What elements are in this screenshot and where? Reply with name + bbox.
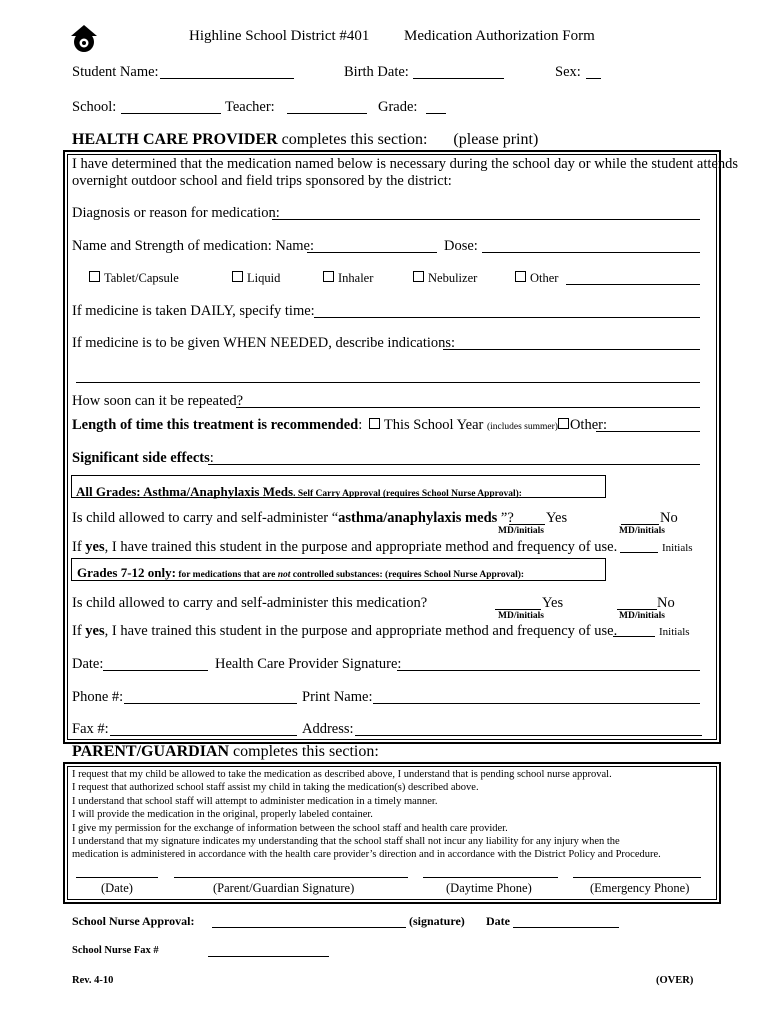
nurse-date-label: Date <box>486 914 510 928</box>
school-label: School: <box>72 99 117 115</box>
indications-field-2[interactable] <box>76 382 700 383</box>
parent-emergency-phone-field[interactable] <box>573 877 701 878</box>
parent-day-phone-field[interactable] <box>423 877 558 878</box>
nurse-date-field[interactable] <box>513 927 619 928</box>
revision-label: Rev. 4-10 <box>72 975 114 986</box>
if-yes-row-2: If yes, I have trained this student in the purpose and appropriate method and frequency of use. <box>72 623 618 639</box>
parent-date-field[interactable] <box>76 877 158 878</box>
hcp-date-field[interactable] <box>103 670 208 671</box>
hcp-heading: HEALTH CARE PROVIDER completes this section: (please print) <box>72 131 539 148</box>
district-logo <box>71 25 97 53</box>
when-needed-label: If medicine is to be given WHEN NEEDED, describe indications: <box>72 335 456 351</box>
no-label-2: No <box>657 595 675 611</box>
hcp-address-label: Address: <box>302 721 354 737</box>
parent-heading: PARENT/GUARDIAN completes this section: <box>72 743 379 760</box>
hcp-print-name-field[interactable] <box>373 703 700 704</box>
parent-statement: medication is administered in accordance with the health care provider’s direction and in accordance with the District Policy and Procedure. <box>72 849 661 861</box>
parent-day-phone-caption: (Daytime Phone) <box>446 881 532 895</box>
parent-signature-caption: (Parent/Guardian Signature) <box>213 881 355 895</box>
checkbox-icon <box>515 271 526 282</box>
checkbox-icon <box>413 271 424 282</box>
no-field-1[interactable] <box>621 524 659 525</box>
nurse-fax-label: School Nurse Fax # <box>72 945 159 956</box>
if-yes-row-1: If yes, I have trained this student in the purpose and appropriate method and frequency of use. <box>72 539 618 555</box>
hcp-fax-label: Fax #: <box>72 721 109 737</box>
liquid-checkbox[interactable]: Liquid <box>232 271 280 286</box>
hcp-phone-field[interactable] <box>124 703 297 704</box>
grades712-title: Grades 7-12 only: for medications that are not controlled substances: (requires School Nurse Approval): <box>77 565 525 580</box>
nurse-fax-field[interactable] <box>208 956 329 957</box>
checkbox-icon <box>89 271 100 282</box>
md-initials-yes-1: MD/initials <box>498 526 544 536</box>
parent-emergency-phone-caption: (Emergency Phone) <box>590 881 690 895</box>
grade-label: Grade: <box>378 99 418 115</box>
this-year-checkbox[interactable] <box>369 418 380 429</box>
hcp-signature-label: Health Care Provider Signature: <box>215 656 402 672</box>
daily-time-field[interactable] <box>314 317 700 318</box>
district-name: Highline School District #401 <box>189 28 370 44</box>
nurse-approval-label: School Nurse Approval: <box>72 914 195 928</box>
parent-date-caption: (Date) <box>101 881 133 895</box>
yes-label-2: Yes <box>542 595 564 611</box>
dose-label: Dose: <box>444 238 478 254</box>
parent-statement: I understand that my signature indicates my understanding that the school staff shall not incur any liability for any injury when the <box>72 836 620 848</box>
school-field[interactable] <box>121 113 221 114</box>
name-strength-label: Name and Strength of medication: Name: <box>72 238 314 254</box>
length-row: Length of time this treatment is recommended: This School Year (includes summer) Other: <box>72 417 607 433</box>
teacher-field[interactable] <box>287 113 367 114</box>
diagnosis-field[interactable] <box>272 219 700 220</box>
tablet-checkbox[interactable]: Tablet/Capsule <box>89 271 179 286</box>
hcp-date-label: Date: <box>72 656 104 672</box>
hcp-print-name-label: Print Name: <box>302 689 373 705</box>
parent-statement: I understand that school staff will attempt to administer medication in a timely manner. <box>72 795 438 807</box>
nurse-approval-field[interactable] <box>212 927 406 928</box>
sex-label: Sex: <box>555 64 581 80</box>
indications-field[interactable] <box>443 349 700 350</box>
repeat-label: How soon can it be repeated? <box>72 393 244 409</box>
side-effects-label: Significant side effects: <box>72 450 214 466</box>
hcp-address-field[interactable] <box>355 735 702 736</box>
nebulizer-checkbox[interactable]: Nebulizer <box>413 271 477 286</box>
teacher-label: Teacher: <box>225 99 275 115</box>
nurse-signature-caption: (signature) <box>409 914 465 928</box>
parent-signature-field[interactable] <box>174 877 408 878</box>
md-initials-no-2: MD/initials <box>619 611 665 621</box>
no-field-2[interactable] <box>617 609 657 610</box>
all-grades-title: All Grades: Asthma/Anaphylaxis Meds. Self Carry Approval (requires School Nurse Approval): <box>76 484 522 499</box>
other-form-checkbox[interactable]: Other <box>515 271 558 286</box>
dose-field[interactable] <box>482 252 700 253</box>
initials-field-2[interactable] <box>613 636 655 637</box>
birth-date-field[interactable] <box>413 78 504 79</box>
initials-label-2: Initials <box>659 626 690 638</box>
parent-statements <box>72 768 661 862</box>
yes-field-2[interactable] <box>495 609 541 610</box>
over-label: (OVER) <box>656 975 694 986</box>
other-length-checkbox[interactable] <box>558 418 569 429</box>
parent-statement: I request that authorized school staff assist my child in taking the medication(s) described above. <box>72 782 479 794</box>
carry-question-1: Is child allowed to carry and self-administer “asthma/anaphylaxis meds ”? <box>72 510 514 526</box>
parent-statement: I request that my child be allowed to take the medication as described above, I understand that is pending school nurse approval. <box>72 769 612 780</box>
student-name-field[interactable] <box>160 78 294 79</box>
sex-field[interactable] <box>586 78 601 79</box>
checkbox-icon <box>232 271 243 282</box>
parent-statement: I give my permission for the exchange of information between the school staff and health care provider. <box>72 822 508 834</box>
hcp-phone-label: Phone #: <box>72 689 124 705</box>
md-initials-no-1: MD/initials <box>619 526 665 536</box>
yes-field-1[interactable] <box>509 524 545 525</box>
hcp-signature-field[interactable] <box>397 670 700 671</box>
daily-label: If medicine is taken DAILY, specify time: <box>72 303 315 319</box>
repeat-field[interactable] <box>236 407 700 408</box>
diagnosis-label: Diagnosis or reason for medication: <box>72 205 280 221</box>
other-length-field[interactable] <box>596 431 700 432</box>
other-form-field[interactable] <box>566 284 700 285</box>
hcp-intro-line-1: I have determined that the medication named below is necessary during the school day or while the student attends <box>72 156 738 172</box>
no-label-1: No <box>660 510 678 526</box>
medication-name-field[interactable] <box>307 252 437 253</box>
grade-field[interactable] <box>426 113 446 114</box>
md-initials-yes-2: MD/initials <box>498 611 544 621</box>
carry-question-2: Is child allowed to carry and self-administer this medication? <box>72 595 428 611</box>
hcp-intro-line-2: overnight outdoor school and field trips sponsored by the district: <box>72 173 452 189</box>
initials-label-1: Initials <box>662 542 693 554</box>
checkbox-icon <box>323 271 334 282</box>
initials-field-1[interactable] <box>620 552 658 553</box>
student-name-label: Student Name: <box>72 64 159 80</box>
side-effects-field[interactable] <box>208 464 700 465</box>
birth-date-label: Birth Date: <box>344 64 409 80</box>
inhaler-checkbox[interactable]: Inhaler <box>323 271 373 286</box>
parent-statement: I will provide the medication in the original, properly labeled container. <box>72 809 373 821</box>
form-title: Medication Authorization Form <box>404 28 595 44</box>
hcp-fax-field[interactable] <box>110 735 297 736</box>
yes-label-1: Yes <box>546 510 568 526</box>
